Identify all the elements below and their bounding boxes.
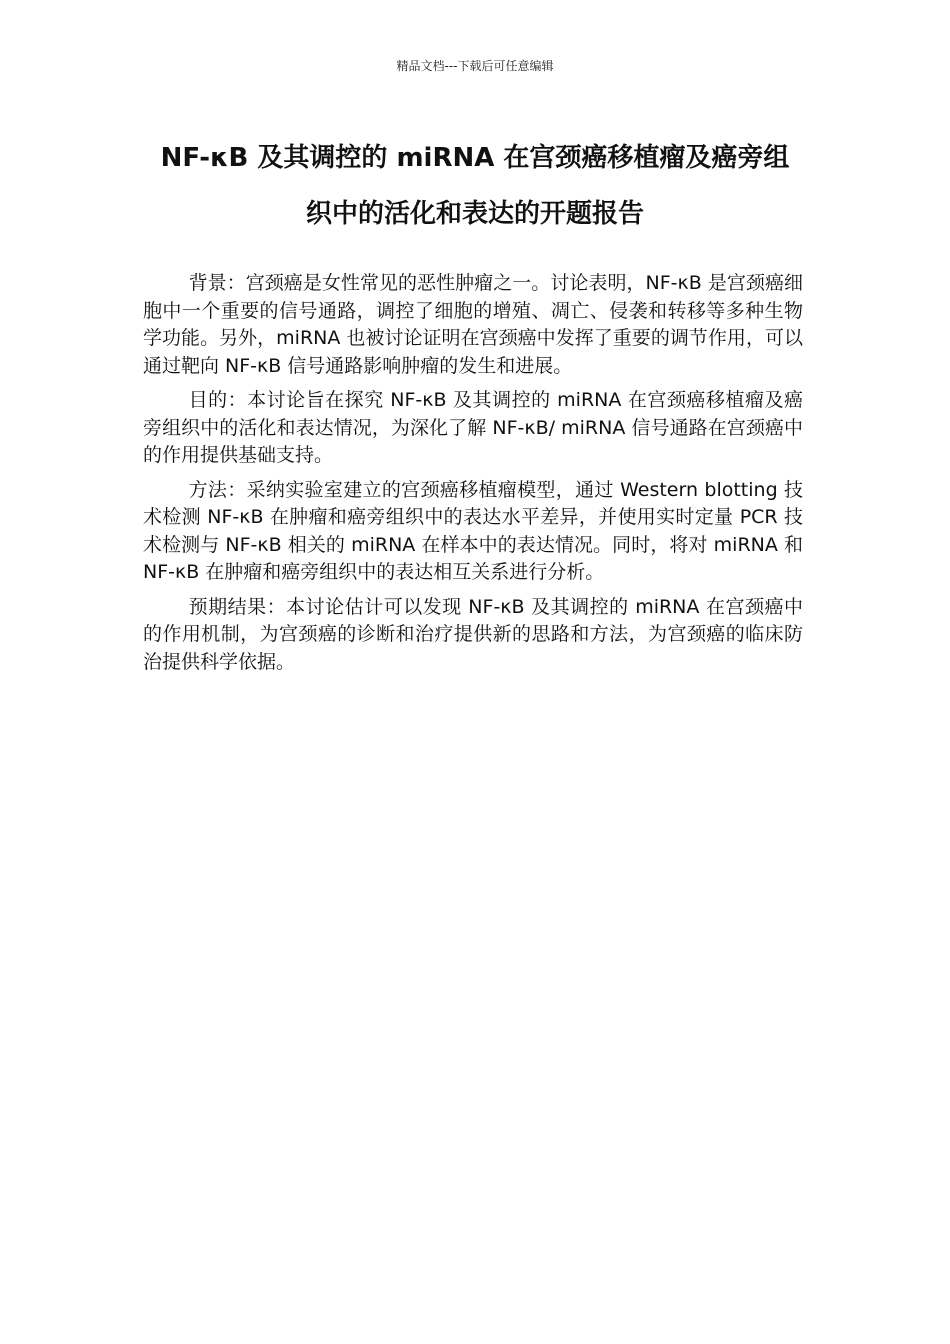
document-body — [143, 270, 803, 683]
header-note: 精品文档---下载后可任意编辑 — [396, 59, 554, 73]
paragraph-objective: 目的：本讨论旨在探究 NF-κB 及其调控的 miRNA 在宫颈癌移植瘤及癌旁组织中的活化和表达情况，为深化了解 NF-κB/ miRNA 信号通路在宫颈癌中的作用提供基础支持。 — [143, 389, 803, 466]
document-title — [140, 130, 810, 242]
paragraph-methods: 方法：采纳实验室建立的宫颈癌移植瘤模型，通过 Western blotting 技术检测 NF-κB 在肿瘤和癌旁组织中的表达水平差异，并使用实时定量 PCR 技术检测与 NF-κB 相关的 miRNA 在样本中的表达情况。同时，将对 miRNA 和 NF-κB 在肿瘤和癌旁组织中的表达相互关系进行分析。 — [143, 478, 803, 583]
paragraph-background: 背景：宫颈癌是女性常见的恶性肿瘤之一。讨论表明，NF-κB 是宫颈癌细胞中一个重要的信号通路，调控了细胞的增殖、凋亡、侵袭和转移等多种生物学功能。另外，miRNA 也被讨论证明在宫颈癌中发挥了重要的调节作用，可以通过靶向 NF-κB 信号通路影响肿瘤的发生和进展。 — [143, 272, 803, 377]
title-line-2: 织中的活化和表达的开题报告 — [305, 199, 644, 229]
paragraph-expected-results: 预期结果：本讨论估计可以发现 NF-κB 及其调控的 miRNA 在宫颈癌中的作用机制，为宫颈癌的诊断和治疗提供新的思路和方法，为宫颈癌的临床防治提供科学依据。 — [143, 595, 803, 673]
title-line-1: NF-κB 及其调控的 miRNA 在宫颈癌移植瘤及癌旁组 — [160, 143, 790, 173]
